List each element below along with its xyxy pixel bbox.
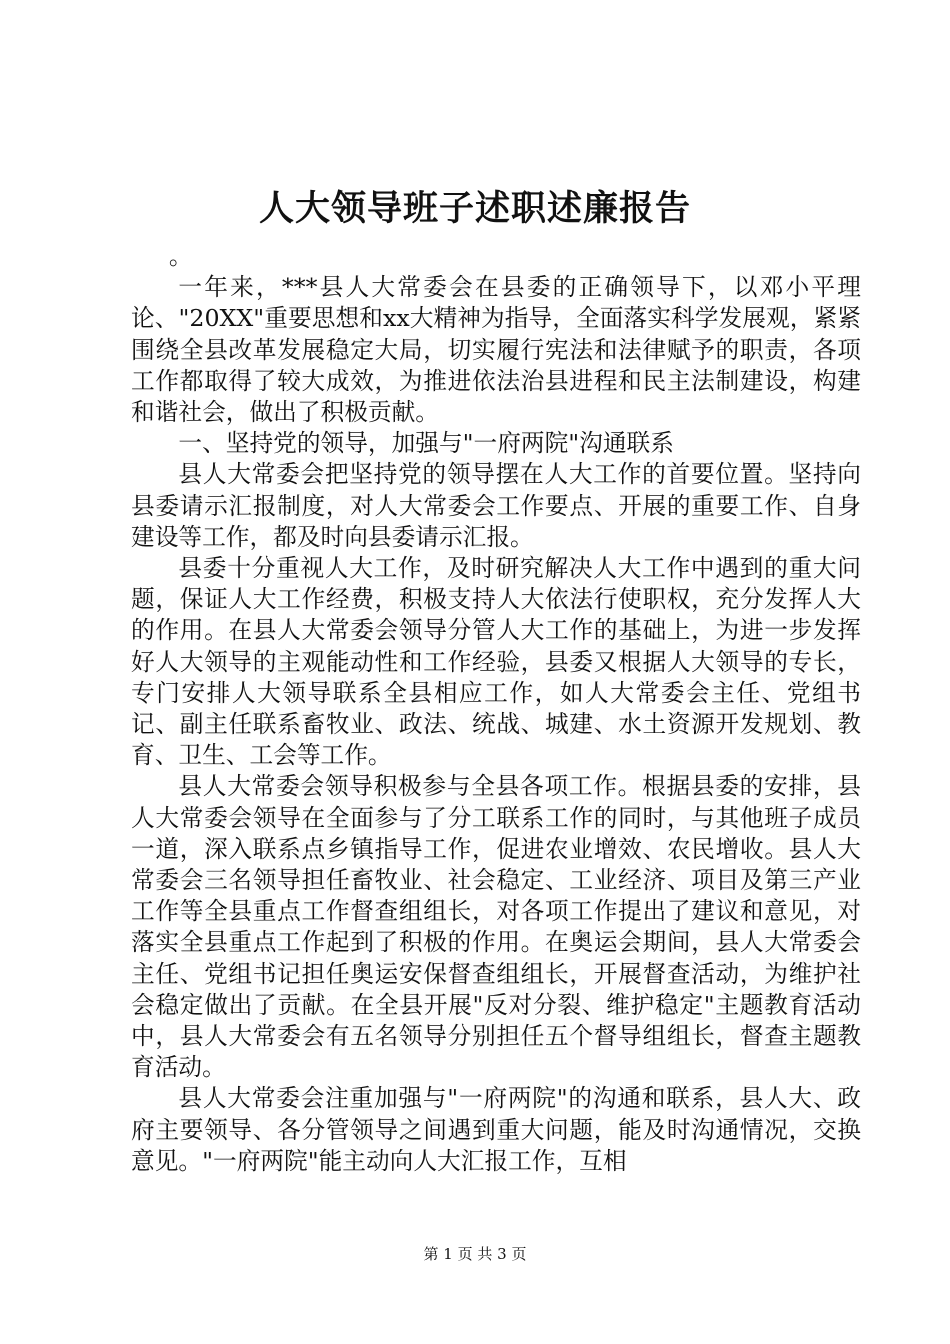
section-heading: 一、坚持党的领导，加强与"一府两院"沟通联系 — [178, 429, 674, 458]
document-title: 人大领导班子述职述廉报告 — [258, 188, 691, 229]
paragraph: 县人大常委会把坚持党的领导摆在人大工作的首要位置。坚持向县委请示汇报制度，对人大常委会工作要点、开展的重要工作、自身建设等工作，都及时向县委请示汇报。 — [131, 460, 861, 551]
paragraph: 一年来，***县人大常委会在县委的正确领导下，以邓小平理论、"20XX"重要思想和xx大精神为指导，全面落实科学发展观，紧紧围绕全县改革发展稳定大局，切实履行宪法和法律赋予的职责，各项工作都取得了较大成效，为推进依法治县进程和民主法制建设，构建和谐社会，做出了积极贡献。 — [131, 273, 861, 427]
paragraph: 县人大常委会注重加强与"一府两院"的沟通和联系，县人大、政府主要领导、各分管领导之间遇到重大问题，能及时沟通情况，交换意见。"一府两院"能主动向人大汇报工作，互相 — [131, 1084, 861, 1175]
paragraph: 县人大常委会领导积极参与全县各项工作。根据县委的安排，县人大常委会领导在全面参与了分工联系工作的同时，与其他班子成员一道，深入联系点乡镇指导工作，促进农业增效、农民增收。县人大常委会三名领导担任畜牧业、社会稳定、工业经济、项目及第三产业工作等全县重点工作督查组组长，对各项工作提出了建议和意见，对落实全县重点工作起到了积极的作用。在奥运会期间，县人大常委会主任、党组书记担任奥运安保督查组组长，开展督查活动，为维护社会稳定做出了贡献。在全县开展"反对分裂、维护稳定"主题教育活动中，县人大常委会有五名领导分别担任五个督导组组长，督查主题教育活动。 — [131, 772, 861, 1082]
paragraph: 县委十分重视人大工作，及时研究解决人大工作中遇到的重大问题，保证人大工作经费，积极支持人大依法行使职权，充分发挥人大的作用。在县人大常委会领导分管人大工作的基础上，为进一步发挥好人大领导的主观能动性和工作经验，县委又根据人大领导的专长，专门安排人大领导联系全县相应工作，如人大常委会主任、党组书记、副主任联系畜牧业、政法、统战、城建、水土资源开发规划、教育、卫生、工会等工作。 — [131, 554, 861, 770]
page-number-footer: 第 1 页 共 3 页 — [423, 1245, 527, 1263]
document-body — [131, 241, 861, 1177]
paragraph: 。 — [168, 242, 193, 270]
